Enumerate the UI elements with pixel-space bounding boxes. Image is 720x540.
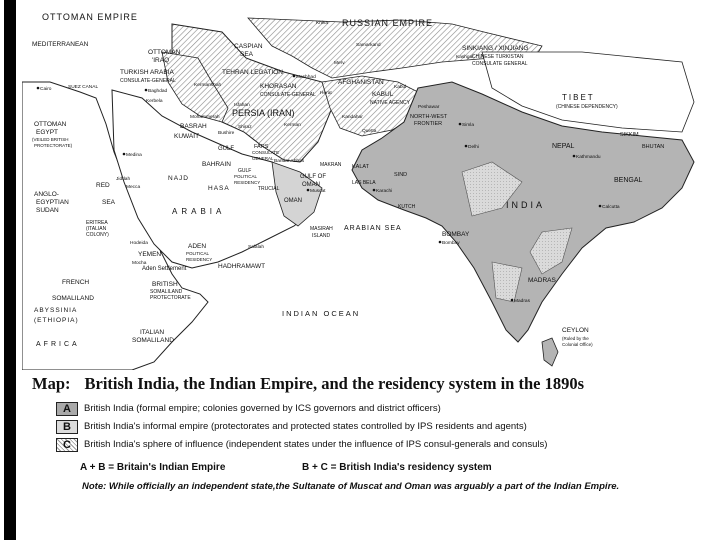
label-aden-political: POLITICAL xyxy=(186,251,210,256)
place-mocha: Mocha xyxy=(132,261,147,266)
label-british-protectorate: PROTECTORATE xyxy=(150,295,191,301)
label-ottoman-egypt-1: OTTOMAN xyxy=(34,121,67,128)
label-hasa: HASA xyxy=(208,185,230,192)
map-title-text: British India, the Indian Empire, and the residency system in the 1890s xyxy=(84,374,584,393)
label-gulf-political: POLITICAL xyxy=(234,174,258,179)
label-abyssinia: ABYSSINIA xyxy=(34,307,78,314)
label-caspian: CASPIAN xyxy=(234,43,263,50)
label-gulf-pr: GULF xyxy=(238,168,252,174)
label-red-sea: SEA xyxy=(102,199,116,206)
label-kuwait: KUWAIT xyxy=(174,133,200,140)
legend-text-b: British India's informal empire (protectorates and protected states controlled by IPS residents and agents) xyxy=(84,421,527,432)
label-british: BRITISH xyxy=(152,281,178,288)
place-karachi: Karachi xyxy=(376,189,393,194)
label-italian-somaliland: SOMALILAND xyxy=(132,337,174,344)
place-kandahar: Kandahar xyxy=(342,115,363,120)
place-mohammerah: Mohammerah xyxy=(190,115,220,120)
place-salalah: Salalah xyxy=(248,245,265,250)
label-kalat: KALAT xyxy=(352,164,370,170)
map-note: Note: While officially an independent state,the Sultanate of Muscat and Oman was arguably a part of the Indian Empire. xyxy=(82,481,620,492)
place-mecca: Mecca xyxy=(126,185,141,190)
place-herat: Herat xyxy=(320,91,332,96)
label-afghanistan: AFGHANISTAN xyxy=(338,79,384,86)
place-shiraz: Shiraz xyxy=(238,125,252,130)
place-samarkand: Samarkand xyxy=(356,43,381,48)
label-tehran: TEHRAN LEGATION xyxy=(222,69,283,76)
label-fars-consulate: CONSULATE xyxy=(252,150,280,155)
label-nepal: NEPAL xyxy=(552,143,575,150)
place-kerbela: Kerbela xyxy=(146,99,163,104)
label-masirah-island: ISLAND xyxy=(312,233,331,239)
label-caspian-sea: SEA xyxy=(240,51,254,58)
place-delhi: Delhi xyxy=(468,145,479,150)
label-lasbela: LAS BELA xyxy=(352,180,376,186)
label-veiled-british: (VEILED BRITISH xyxy=(32,137,69,142)
label-sinkiang-cg: CONSULATE GENERAL xyxy=(472,61,528,67)
historical-map xyxy=(22,12,702,370)
label-hadhramawt: HADHRAMAWT xyxy=(218,263,266,270)
label-french: FRENCH xyxy=(62,279,90,286)
label-bahrain: BAHRAIN xyxy=(202,161,231,168)
label-indian-ocean: INDIAN OCEAN xyxy=(282,309,361,318)
place-kermanshah: Kermanshah xyxy=(194,83,222,88)
label-eritrea-italian: (ITALIAN xyxy=(86,226,107,232)
place-merv: Merv xyxy=(334,61,345,66)
label-tibet-dependency: (CHINESE DEPENDENCY) xyxy=(556,104,618,110)
label-protectorate-egypt: PROTECTORATE) xyxy=(34,143,73,148)
place-madras: Madras xyxy=(514,299,530,304)
map-title xyxy=(32,374,584,394)
formula-empire: A + B = Britain's Indian Empire xyxy=(80,462,226,473)
label-northwest: NORTH-WEST xyxy=(410,114,448,120)
place-jiddah: Jiddah xyxy=(116,177,131,182)
label-arabia: ARABIA xyxy=(172,207,226,216)
label-kutch: KUTCH xyxy=(398,204,416,210)
place-khiva: Khiva xyxy=(316,21,328,26)
label-fars-general: GENERAL xyxy=(252,156,274,161)
label-mediterranean: MEDITERRANEAN xyxy=(32,41,89,48)
left-edge-bar xyxy=(4,0,16,540)
label-arabian-sea: ARABIAN SEA xyxy=(344,225,402,232)
formula-residency: B + C = British India's residency system xyxy=(302,462,492,473)
map-title-prefix: Map: xyxy=(32,374,71,393)
label-sinkiang: SINKIANG / XINJIANG xyxy=(462,45,529,52)
label-tibet: TIBET xyxy=(562,93,595,102)
legend-row-c xyxy=(56,438,666,452)
label-ottoman-empire: OTTOMAN EMPIRE xyxy=(42,12,138,22)
label-khorasan-cg: CONSULATE-GENERAL xyxy=(260,92,316,98)
label-trucial: TRUCIAL xyxy=(258,186,280,192)
label-sind: SIND xyxy=(394,172,408,178)
legend-key-a: A xyxy=(56,402,78,416)
label-eritrea-colony: COLONY) xyxy=(86,232,109,238)
label-russian-empire: RUSSIAN EMPIRE xyxy=(342,18,434,28)
label-bhutan: BHUTAN xyxy=(642,144,665,150)
label-khorasan: KHORASAN xyxy=(260,83,297,90)
place-muscat: Muscat xyxy=(310,189,326,194)
place-mashhad: Mashhad xyxy=(296,75,316,80)
label-french-somaliland: SOMALILAND xyxy=(52,295,94,302)
label-gulf: GULF xyxy=(218,146,235,152)
label-bombay-region: BOMBAY xyxy=(442,231,470,238)
label-ceylon: CEYLON xyxy=(562,327,589,334)
label-madras-region: MADRAS xyxy=(528,277,556,284)
place-medina: Medina xyxy=(126,153,142,158)
label-ceylon-ruled: (Ruled by the xyxy=(562,336,589,341)
legend-text-a: British India (formal empire; colonies governed by ICS governors and district officers) xyxy=(84,403,441,414)
place-baghdad: Baghdad xyxy=(148,89,168,94)
label-oman-gulf: OMAN xyxy=(302,182,320,188)
label-africa: AFRICA xyxy=(36,341,80,348)
place-simla: Simla xyxy=(462,123,474,128)
label-masirah: MASIRAH xyxy=(310,226,333,232)
place-kabul: Kabul xyxy=(394,85,407,90)
label-sudan: SUDAN xyxy=(36,207,59,214)
label-ceylon-office: Colonial Office) xyxy=(562,342,593,347)
label-basrah: BASRAH xyxy=(180,123,207,130)
label-italian: ITALIAN xyxy=(140,329,165,336)
label-gulf-residency: RESIDENCY xyxy=(234,180,261,185)
place-bombay: Bombay xyxy=(442,241,460,246)
label-gulf-of: GULF OF xyxy=(300,174,327,180)
place-kerman: Kerman xyxy=(284,123,301,128)
place-isfahan: Isfahan xyxy=(234,103,250,108)
place-suez: SUEZ CANAL xyxy=(68,85,99,90)
place-quetta: Quetta xyxy=(362,129,377,134)
label-yemen: YEMEN xyxy=(138,251,162,258)
label-turkish-arabia: TURKISH ARABIA xyxy=(120,69,174,76)
legend-key-c: C xyxy=(56,438,78,452)
place-calcutta: Calcutta xyxy=(602,205,620,210)
label-makran: MAKRAN xyxy=(320,162,342,168)
legend-row-b xyxy=(56,420,666,434)
label-iraq: 'IRAQ xyxy=(152,57,170,64)
label-bengal: BENGAL xyxy=(614,177,643,184)
place-bushire: Bushire xyxy=(218,131,235,136)
label-india: INDIA xyxy=(506,200,546,210)
label-aden-residency: RESIDENCY xyxy=(186,257,213,262)
label-eritrea: ERITREA xyxy=(86,220,108,226)
ceylon-land xyxy=(542,338,558,366)
label-aden-settlement: Aden Settlement xyxy=(142,266,187,272)
label-aden: ADEN xyxy=(188,243,207,250)
label-egyptian: EGYPTIAN xyxy=(36,199,69,206)
label-ethiopia: (ETHIOPIA) xyxy=(34,317,79,324)
place-hodeida: Hodeida xyxy=(130,241,148,246)
label-ottoman-egypt-2: EGYPT xyxy=(36,129,59,136)
label-anglo: ANGLO- xyxy=(34,191,59,198)
legend-key-b: B xyxy=(56,420,78,434)
legend-text-c: British India's sphere of influence (independent states under the influence of IPS consul-generals and consuls) xyxy=(84,439,548,450)
label-najd: NAJD xyxy=(168,175,189,182)
place-cairo: Cairo xyxy=(40,87,52,92)
label-frontier: FRONTIER xyxy=(414,121,443,127)
label-persia: PERSIA (IRAN) xyxy=(232,108,295,118)
label-kabul: KABUL xyxy=(372,91,394,98)
label-sikkim: SIKKIM xyxy=(620,132,639,138)
place-kashgar: Kashgar xyxy=(456,55,474,60)
label-chinese-turkistan: CHINESE TURKISTAN xyxy=(472,54,524,60)
place-peshawar: Peshawar xyxy=(418,105,440,110)
place-bandar-abbas: Bandar Abbas xyxy=(274,159,305,164)
label-kabul-agency: NATIVE AGENCY xyxy=(370,100,410,106)
label-ottoman: OTTOMAN xyxy=(148,49,181,56)
label-red: RED xyxy=(96,182,110,189)
place-kathmandu: Kathmandu xyxy=(576,155,601,160)
label-british-somaliland: SOMALILAND xyxy=(150,289,183,295)
label-fars: FARS xyxy=(254,144,269,150)
label-turkish-cg: CONSULATE-GENERAL xyxy=(120,78,176,84)
label-oman: OMAN xyxy=(284,198,302,204)
legend-row-a xyxy=(56,402,666,416)
